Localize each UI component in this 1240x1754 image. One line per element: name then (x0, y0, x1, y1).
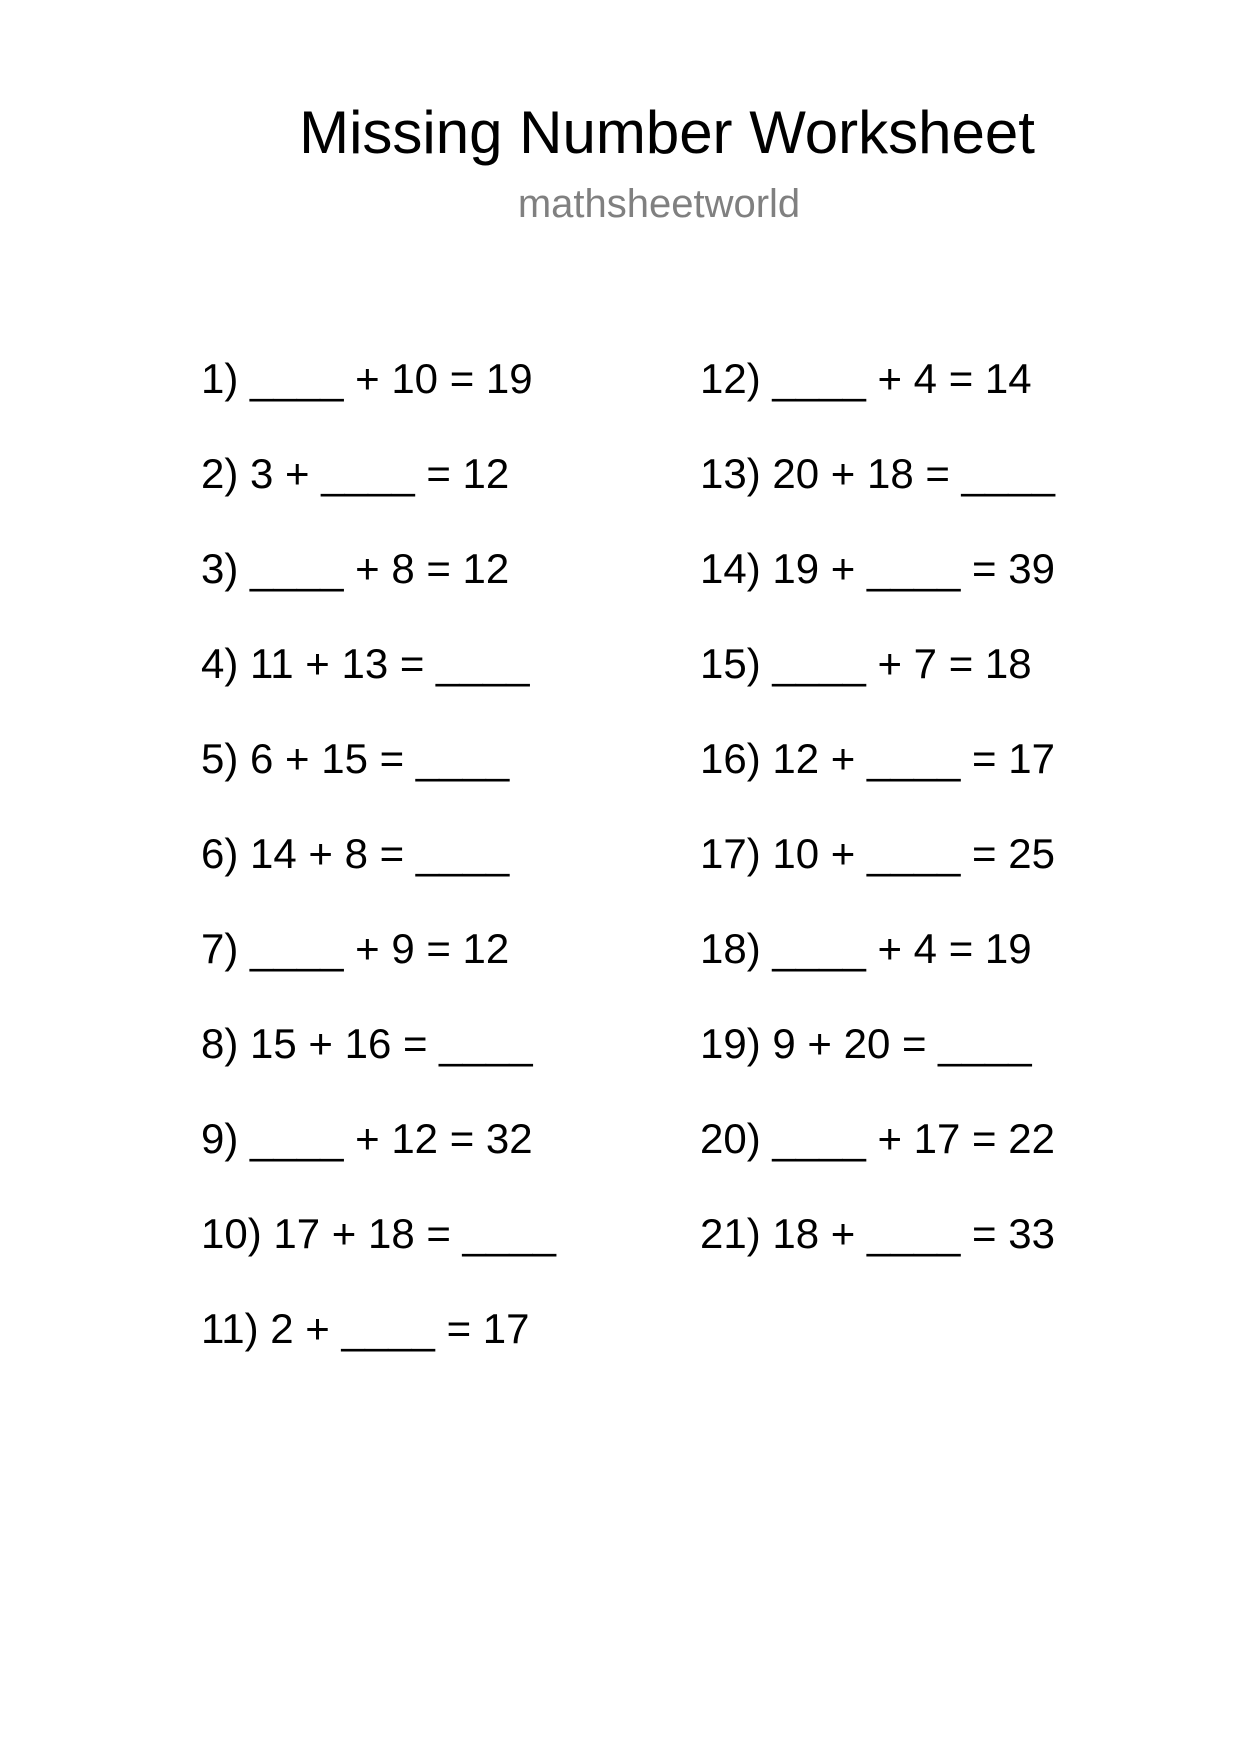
problem-item: 6) 14 + 8 = ____ (201, 830, 510, 877)
page-subtitle: mathsheetworld (517, 182, 801, 226)
problem-item: 11) 2 + ____ = 17 (201, 1305, 530, 1352)
problem-item: 16) 12 + ____ = 17 (700, 735, 1055, 782)
problem-item: 8) 15 + 16 = ____ (201, 1020, 533, 1067)
problem-item: 12) ____ + 4 = 14 (700, 355, 1032, 402)
problem-item: 13) 20 + 18 = ____ (700, 450, 1055, 497)
problem-item: 2) 3 + ____ = 12 (201, 450, 510, 497)
problem-item: 20) ____ + 17 = 22 (700, 1115, 1055, 1162)
problem-item: 3) ____ + 8 = 12 (201, 545, 510, 592)
problem-item: 18) ____ + 4 = 19 (700, 925, 1032, 972)
problem-item: 19) 9 + 20 = ____ (700, 1020, 1032, 1067)
problem-item: 14) 19 + ____ = 39 (700, 545, 1055, 592)
problem-item: 9) ____ + 12 = 32 (201, 1115, 533, 1162)
problem-item: 15) ____ + 7 = 18 (700, 640, 1032, 687)
page-title: Missing Number Worksheet (299, 99, 1035, 166)
problem-item: 1) ____ + 10 = 19 (201, 355, 533, 402)
problem-item: 7) ____ + 9 = 12 (201, 925, 510, 972)
problem-item: 4) 11 + 13 = ____ (201, 640, 530, 687)
problem-item: 10) 17 + 18 = ____ (201, 1210, 556, 1257)
problem-item: 17) 10 + ____ = 25 (700, 830, 1055, 877)
problem-item: 21) 18 + ____ = 33 (700, 1210, 1055, 1257)
problem-item: 5) 6 + 15 = ____ (201, 735, 510, 782)
